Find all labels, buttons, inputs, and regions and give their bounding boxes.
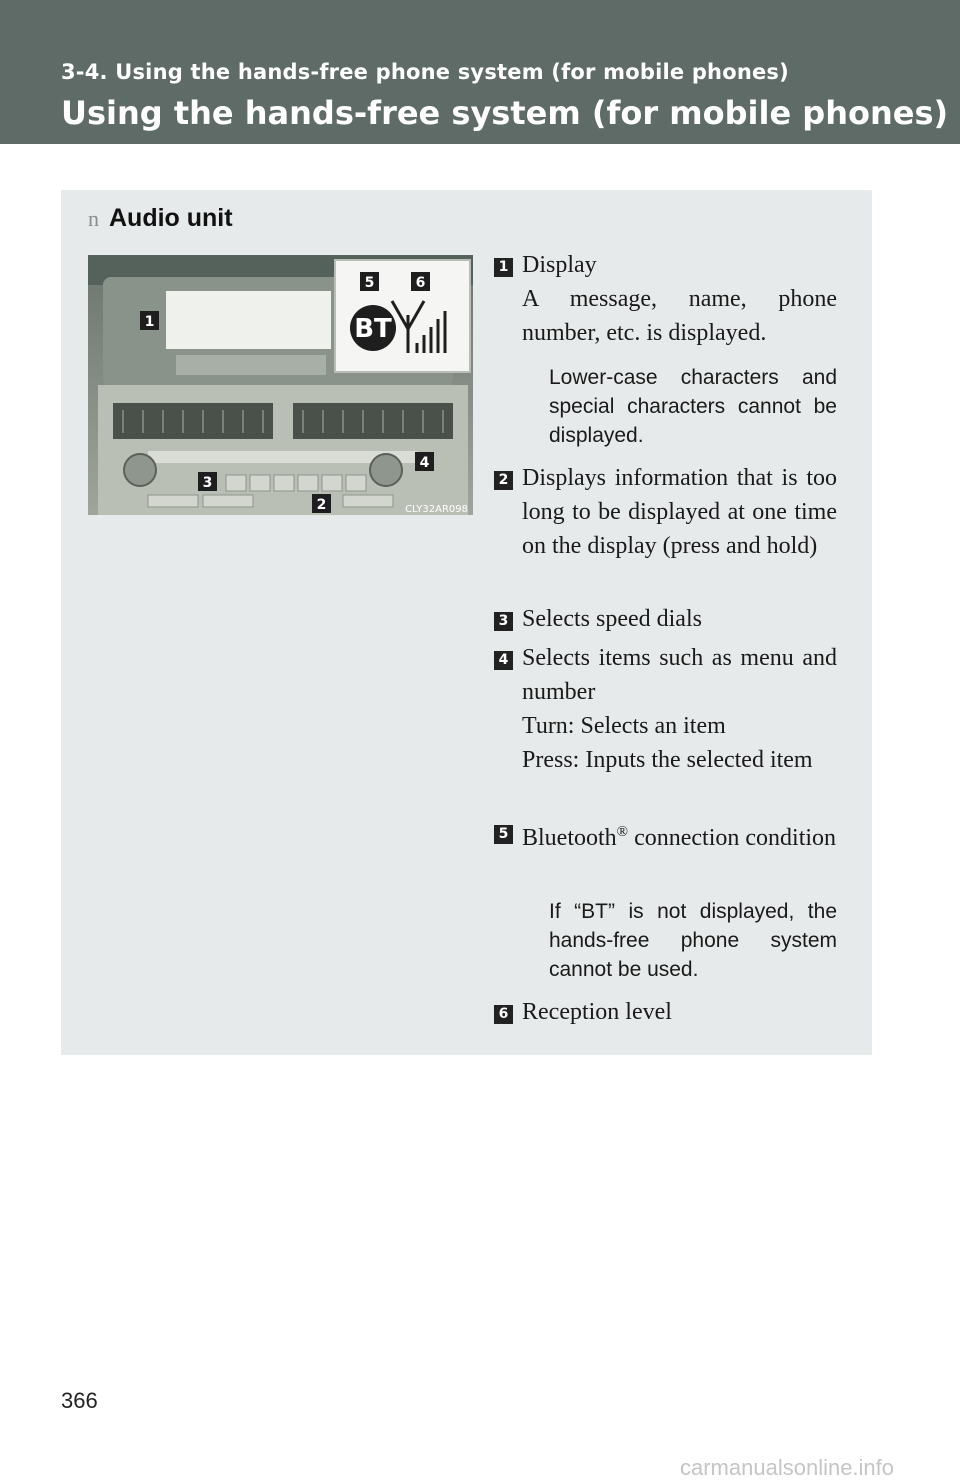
list-item-reception xyxy=(494,995,837,1029)
item-title: Displays information that is too long to be displayed at one time on the display (press and hold) xyxy=(522,465,837,559)
item-title: Selects speed dials xyxy=(522,606,702,632)
item-number-badge: 3 xyxy=(494,612,513,631)
note-display: Lower-case characters and special characters cannot be displayed. xyxy=(549,366,837,447)
section-heading xyxy=(88,204,233,233)
page-title: Using the hands-free system (for mobile phones) xyxy=(61,94,949,132)
item-number-badge: 5 xyxy=(494,825,513,844)
callout-2: 2 xyxy=(316,497,327,513)
figure-code: CLY32AR098 xyxy=(405,504,468,515)
bullet-icon: n xyxy=(88,206,99,231)
watermark: carmanualsonline.info xyxy=(680,1455,895,1480)
item-title-rest: connection condition xyxy=(628,825,837,851)
audio-unit-figure xyxy=(88,255,473,515)
item-description: A message, name, phone number, etc. is displayed. xyxy=(522,286,837,346)
power-volume-knob xyxy=(124,454,156,486)
callout-5: 5 xyxy=(364,275,375,291)
item-title: Display xyxy=(522,252,597,278)
list-item-long-info xyxy=(494,461,837,563)
section-subtitle: 3-4. Using the hands-free phone system (for mobile phones) xyxy=(61,60,789,84)
item-title: Bluetooth xyxy=(522,825,617,851)
right-air-vent xyxy=(293,403,453,439)
tune-select-knob xyxy=(370,454,402,486)
bt-label: BT xyxy=(354,314,392,344)
item-title: Selects items such as menu and number xyxy=(522,645,837,705)
item-number-badge: 6 xyxy=(494,1005,513,1024)
item-number-badge: 1 xyxy=(494,258,513,277)
display-screen xyxy=(166,291,331,349)
item-title: Reception level xyxy=(522,999,672,1025)
registered-mark: ® xyxy=(616,824,629,840)
note-bluetooth: If “BT” is not displayed, the hands-free phone system cannot be used. xyxy=(549,900,837,981)
page-number: 366 xyxy=(61,1388,98,1413)
list-item-speed-dials xyxy=(494,602,837,636)
left-air-vent xyxy=(113,403,273,439)
item-press: Press: Inputs the selected item xyxy=(522,747,813,773)
item-number-badge: 2 xyxy=(494,471,513,490)
callout-6: 6 xyxy=(415,275,426,291)
list-item-bluetooth xyxy=(494,815,837,855)
chapter-header xyxy=(0,0,960,144)
section-title: Audio unit xyxy=(109,204,233,232)
callout-4: 4 xyxy=(419,455,430,471)
item-number-badge: 4 xyxy=(494,651,513,670)
list-item-display xyxy=(494,248,837,350)
callout-3: 3 xyxy=(202,475,213,491)
callout-1: 1 xyxy=(144,314,155,330)
item-turn: Turn: Selects an item xyxy=(522,713,726,739)
list-item-select-items xyxy=(494,641,837,777)
